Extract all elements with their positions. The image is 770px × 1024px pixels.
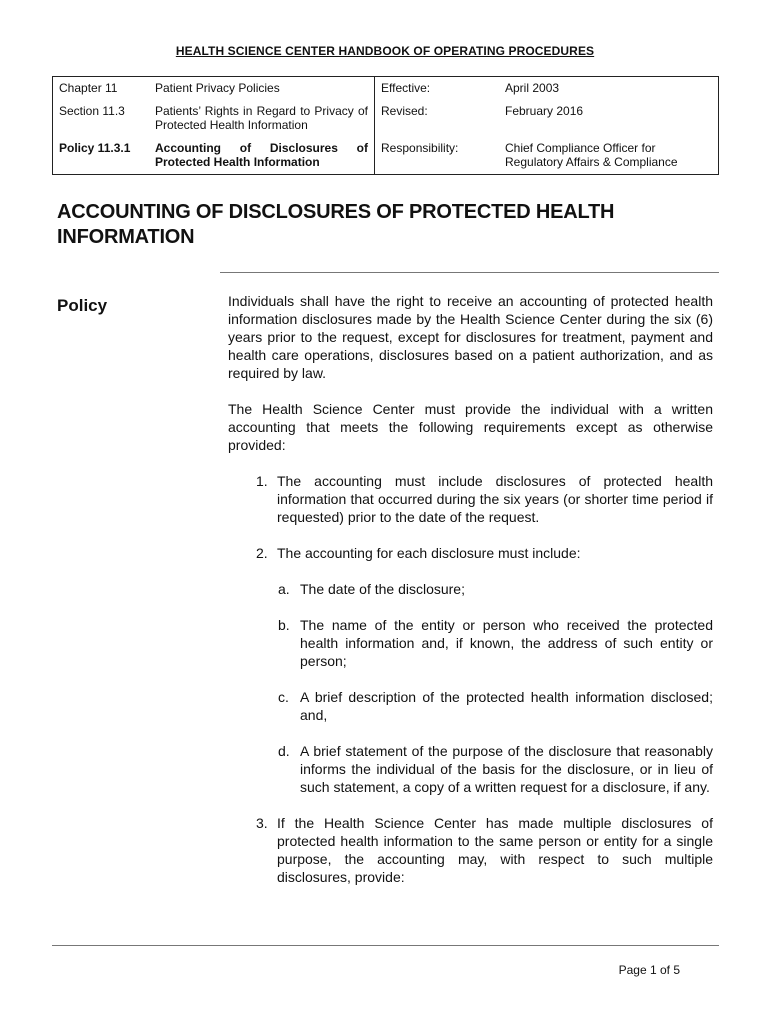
policy-number: Policy 11.3.1: [59, 140, 131, 155]
policy-paragraph-2: The Health Science Center must provide the individual with a written accounting that meets the following requirements except as otherwise provided:: [228, 401, 713, 453]
page-number: Page 1 of 5: [618, 963, 680, 977]
meta-row-section: [53, 100, 719, 137]
list-item: [228, 472, 713, 526]
section-heading-policy: Policy: [57, 296, 108, 315]
sub-list-item: [228, 580, 713, 598]
list-item-number: 1.: [256, 473, 268, 489]
footer-divider: [52, 945, 719, 946]
meta-row-policy: [53, 137, 719, 175]
revised-label: Revised:: [381, 103, 428, 118]
list-item: [228, 544, 713, 562]
meta-row-chapter: [53, 77, 719, 100]
sub-list-item-letter: d.: [278, 743, 290, 759]
list-item-text: The accounting must include disclosures of protected health information that occurred during the six years (or shorter time period if requested) prior to the date of the request.: [277, 473, 713, 525]
document-title: ACCOUNTING OF DISCLOSURES OF PROTECTED HEALTH INFORMATION: [57, 201, 615, 248]
handbook-title: HEALTH SCIENCE CENTER HANDBOOK OF OPERATING PROCEDURES: [175, 44, 595, 58]
list-item-text: If the Health Science Center has made multiple disclosures of protected health information to the same person or entity for a single purpose, the accounting may, with respect to such multiple disclosures, provide:: [277, 815, 713, 885]
section-divider: [220, 272, 719, 273]
list-item-number: 2.: [256, 545, 268, 561]
policy-body: [228, 292, 713, 904]
responsibility-owner: Chief Compliance Officer for Regulatory Affairs & Compliance: [505, 140, 678, 169]
sub-list-item-text: A brief description of the protected health information disclosed; and,: [300, 689, 713, 723]
sub-list-item-text: The name of the entity or person who received the protected health information and, if known, the address of such entity or person;: [300, 617, 713, 669]
list-item-text: The accounting for each disclosure must include:: [277, 545, 581, 561]
sub-list-item: [228, 742, 713, 796]
effective-label: Effective:: [381, 81, 431, 95]
sub-list-item-letter: a.: [278, 581, 290, 597]
revised-date: February 2016: [505, 103, 584, 118]
effective-date: April 2003: [505, 81, 560, 95]
policy-title: Accounting of Disclosures of Protected Health Information: [149, 137, 375, 175]
policy-paragraph-1: Individuals shall have the right to receive an accounting of protected health information disclosures made by the Health Science Center during the six (6) years prior to the request, except for disclosures for treatment, payment and health care operations, disclosures based on a patient authorization, and as required by law.: [228, 293, 713, 381]
section-title: Patients’ Rights in Regard to Privacy of Protected Health Information: [149, 100, 375, 137]
list-item-number: 3.: [256, 815, 268, 831]
sub-list-item: [228, 616, 713, 670]
sub-list-item-text: A brief statement of the purpose of the disclosure that reasonably informs the individual of the basis for the disclosure, or in lieu of such statement, a copy of a written request for a disclosure, if any.: [300, 743, 713, 795]
responsibility-label: Responsibility:: [381, 140, 459, 155]
chapter-number: Chapter 11: [59, 81, 118, 95]
section-number: Section 11.3: [59, 103, 125, 118]
policy-meta-table: [52, 76, 719, 175]
chapter-title: Patient Privacy Policies: [149, 77, 375, 100]
sub-list-item-text: The date of the disclosure;: [300, 581, 465, 597]
list-item: [228, 814, 713, 886]
sub-list-item: [228, 688, 713, 724]
sub-list-item-letter: b.: [278, 617, 290, 633]
sub-list-item-letter: c.: [278, 689, 289, 705]
